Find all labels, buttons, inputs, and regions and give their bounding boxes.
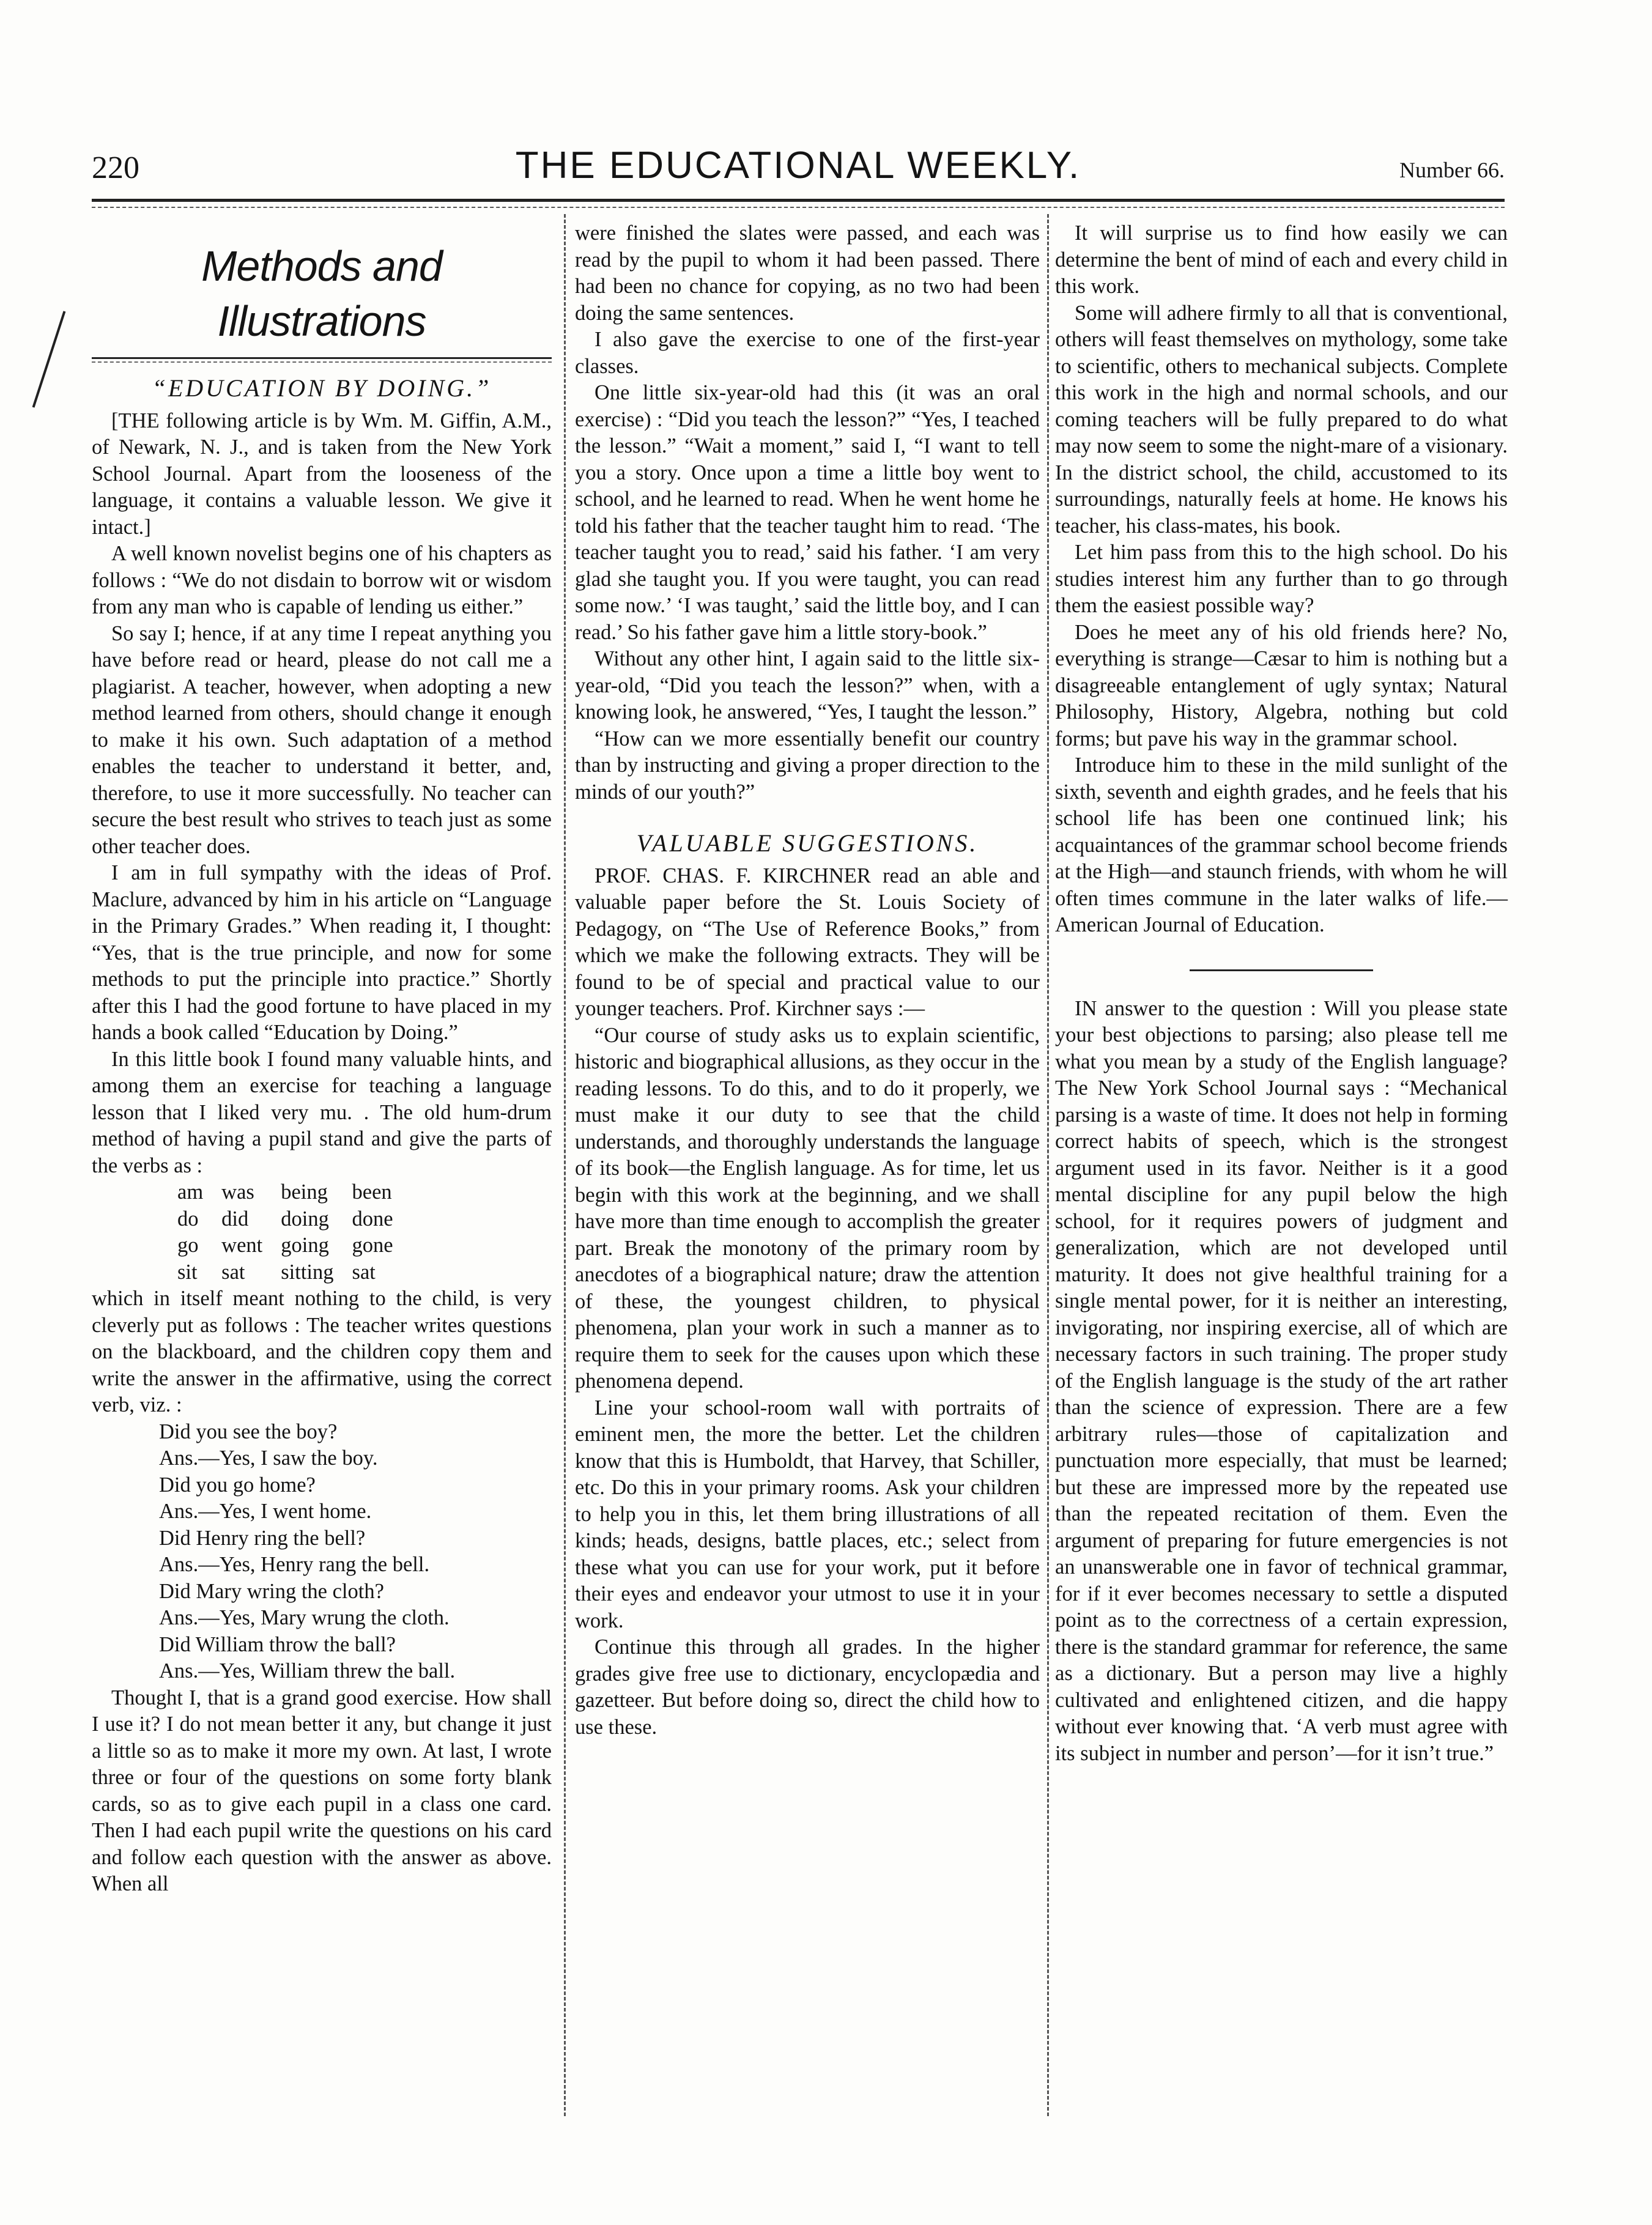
article-title: VALUABLE SUGGESTIONS.	[636, 829, 979, 857]
margin-pencil-mark	[32, 311, 66, 407]
paragraph: Some will adhere firmly to all that is conventional, others will feast themselves on mythology, some take to scientific, others to mechanical subjects. Complete this work in the high and normal schools, and our coming teachers will be fully prepared to do what may now seem to some the night-mare of a visionary. In the district school, the child, accustomed to its surroundings, naturally feels at home. He knows his teacher, his class-mates, his book.	[1055, 301, 1508, 538]
dialog-line: Did Mary wring the cloth?	[159, 1579, 384, 1603]
paragraph: were finished the slates were passed, and each was read by the pupil to whom it had been passed. There had been no chance for copying, as no two had been doing the same sentences.	[575, 221, 1040, 325]
dialog-line: Ans.—Yes, William threw the ball.	[159, 1659, 456, 1683]
dialog-line: Ans.—Yes, I saw the boy.	[159, 1446, 378, 1470]
dialog-line: Ans.—Yes, Mary wrung the cloth.	[159, 1606, 450, 1629]
paragraph: I am in full sympathy with the ideas of Prof. Maclure, advanced by him in his article on “Language in the Primary Grades.” When reading it, I thought: “Yes, that is the true principle, and now for some methods to put the principle into practice.” Shortly after this I had the good fortune to have placed in my hands a book called “Education by Doing.”	[92, 861, 552, 1044]
dialog-line: Did you go home?	[159, 1473, 316, 1497]
paragraph: In this little book I found many valuable hints, and among them an exercise for teaching a language lesson that I liked very mu. . The old hum-drum method of having a pupil stand and give the parts of the verbs as :	[92, 1047, 552, 1177]
paragraph: Let him pass from this to the high school. Do his studies interest him any further than to go through them the easiest possible way?	[1055, 541, 1508, 617]
header-rule-dashed	[92, 207, 1505, 208]
paragraph: IN answer to the question : Will you please state your best objections to parsing; also please tell me what you mean by a study of the English language? The New York School Journal says : “Mechanical parsing is a waste of time. It does not help in forming correct habits of speech, which is the strongest argument used in its favor. Neither is it a good mental discipline for any pupil below the high school, for it requires powers of judgment and generalization, which are not developed until maturity. It does not give healthful training for a single mental power, for it is neither an interesting, invigorating, nor inspiring exercise, all of which are necessary factors in such training. The proper study of the English language is the study of the art rather than the science of expression. There are a few arbitrary rules—those of capitalization and punctuation more especially, that must be learned; but these are impressed more by the repeated use than the repeated recitation of them. Even the argument of preparing for future emergencies is not an unanswerable one in favor of technical grammar, for if it ever becomes necessary to settle a disputed point as to the correctness of a certain expression, there is the standard grammar for reference, the same as a dictionary. But a person may live a highly cultivated and enlightened citizen, and die happy without ever knowing that. ‘A verb must agree with its subject in number and person’—for it isn’t true.”	[1055, 996, 1508, 1765]
verb-row: sit sat sitting sat	[177, 1260, 376, 1284]
article-title: “EDUCATION BY DOING.”	[152, 374, 492, 402]
column-3	[1055, 220, 1508, 1767]
dialog-line: Did William throw the ball?	[159, 1632, 396, 1656]
paragraph: Introduce him to these in the mild sunlight of the sixth, seventh and eighth grades, and he feels that his school life has been one continued link; his acquaintances of the grammar school become friends at the High—and staunch friends, with whom he will often times commune in the later walks of life.—American Journal of Education.	[1055, 753, 1508, 936]
header-rule	[92, 199, 1505, 202]
paragraph: A well known novelist begins one of his chapters as follows : “We do not disdain to borrow wit or wisdom from any man who is capable of lending us either.”	[92, 542, 552, 618]
verb-table	[177, 1179, 412, 1286]
paragraph: which in itself meant nothing to the child, is very cleverly put as follows : The teacher writes questions on the blackboard, and the children copy them and write the answer in the affirmative, using the correct verb, viz. :	[92, 1287, 552, 1416]
page-number: 220	[92, 150, 139, 185]
paragraph: Line your school-room wall with portraits of eminent men, the more the better. Let the children know that this is Humboldt, that Harvey, that Schiller, etc. Do this in your primary rooms. Ask your children to help you in this, let them bring illustrations of all kinds; heads, designs, battle places, etc.; select from these what you can use for your work, put it before their eyes and endeavor your utmost to use it in your work.	[575, 1396, 1040, 1632]
editor-note: [THE following article is by Wm. M. Giffin, A.M., of Newark, N. J., and is taken from the New York School Journal. Apart from the looseness of the language, it contains a valuable lesson. We give it intact.]	[92, 409, 552, 539]
paragraph: Thought I, that is a grand good exercise. How shall I use it? I do not mean better it any, but change it just a little so as to make it more my own. At last, I wrote three or four of the questions on some forty blank cards, so as to give each pupil in a class one card. Then I had each pupil write the questions on his card and follow each question with the answer as above. When all	[92, 1686, 552, 1895]
column-1	[92, 220, 552, 1898]
page-header	[92, 144, 1505, 193]
section-rule	[92, 357, 552, 359]
paragraph: “How can we more essentially benefit our country than by instructing and giving a proper direction to the minds of our youth?”	[575, 727, 1040, 804]
dialog-line: Ans.—Yes, I went home.	[159, 1500, 372, 1523]
paragraph: It will surprise us to find how easily we can determine the bent of mind of each and every child in this work.	[1055, 221, 1508, 298]
paragraph: PROF. CHAS. F. KIRCHNER read an able and valuable paper before the St. Louis Society of Pedagogy, on “The Use of Reference Books,” from which we make the following extracts. They will be found to be of special and practical value to our younger teachers. Prof. Kirchner says :—	[575, 864, 1040, 1020]
issue-number: Number 66.	[1399, 158, 1505, 182]
column-2	[575, 220, 1040, 1741]
dialog-line: Did you see the boy?	[159, 1420, 338, 1443]
dialog-line: Did Henry ring the bell?	[159, 1526, 366, 1550]
paragraph: “Our course of study asks us to explain scientific, historic and biographical allusions, as they occur in the reading lessons. To do this, and to do it properly, we must make it our duty to see that the child understands, and thoroughly understands the language of its book—the English language. As for time, let us begin with this work at the beginning, and we shall have more than time enough to accomplish the greater part. Break the monotony of the primary room by anecdotes of a biographical nature; draw the attention of these, the youngest children, to physical phenomena, plan your work in such a manner as to require them to seek for the causes upon which these phenomena depend.	[575, 1023, 1040, 1393]
article-separator	[1190, 969, 1373, 971]
column-divider-2	[1047, 214, 1049, 2116]
journal-title: THE EDUCATIONAL WEEKLY.	[515, 144, 1081, 187]
paragraph: Without any other hint, I again said to the little six-year-old, “Did you teach the lesson?” when, with a knowing look, he answered, “Yes, I taught the lesson.”	[575, 647, 1040, 724]
section-rule-dashed	[92, 361, 552, 363]
verb-row: go went going gone	[177, 1234, 393, 1257]
dialog-line: Ans.—Yes, Henry rang the bell.	[159, 1553, 430, 1576]
section-title: Methods and Illustrations	[201, 242, 442, 345]
paragraph: One little six-year-old had this (it was an oral exercise) : “Did you teach the lesson?” “Yes, I teached the lesson.” “Wait a moment,” said I, “I want to tell you a story. Once upon a time a little boy went to school, and he learned to read. When he went home he told his father that the teacher taught him to read. ‘The teacher taught you to read,’ said his father. ‘I am very glad she taught you. If you were taught, you can read some now.’ ‘I was taught,’ said the little boy, and I can read.’ So his father gave him a little story-book.”	[575, 381, 1040, 644]
column-divider-1	[564, 214, 566, 2116]
verb-row: am was being been	[177, 1180, 392, 1204]
paragraph: I also gave the exercise to one of the first-year classes.	[575, 328, 1040, 378]
verb-row: do did doing done	[177, 1207, 393, 1231]
paragraph: So say I; hence, if at any time I repeat anything you have before read or heard, please do not call me a plagiarist. A teacher, however, when adopting a new method learned from others, should change it enough to make it his own. Such adaptation of a method enables the teacher to understand it better, and, therefore, to use it more successfully. No teacher can secure the best result who strives to teach just as some other teacher does.	[92, 621, 552, 858]
paragraph: Does he meet any of his old friends here? No, everything is strange—Cæsar to him is nothing but a disagreeable entanglement of ugly syntax; Natural Philosophy, History, Algebra, nothing but cold forms; but pave his way in the grammar school.	[1055, 620, 1508, 750]
paragraph: Continue this through all grades. In the higher grades give free use to dictionary, encyclopædia and gazetteer. But before doing so, direct the child how to use these.	[575, 1635, 1040, 1739]
